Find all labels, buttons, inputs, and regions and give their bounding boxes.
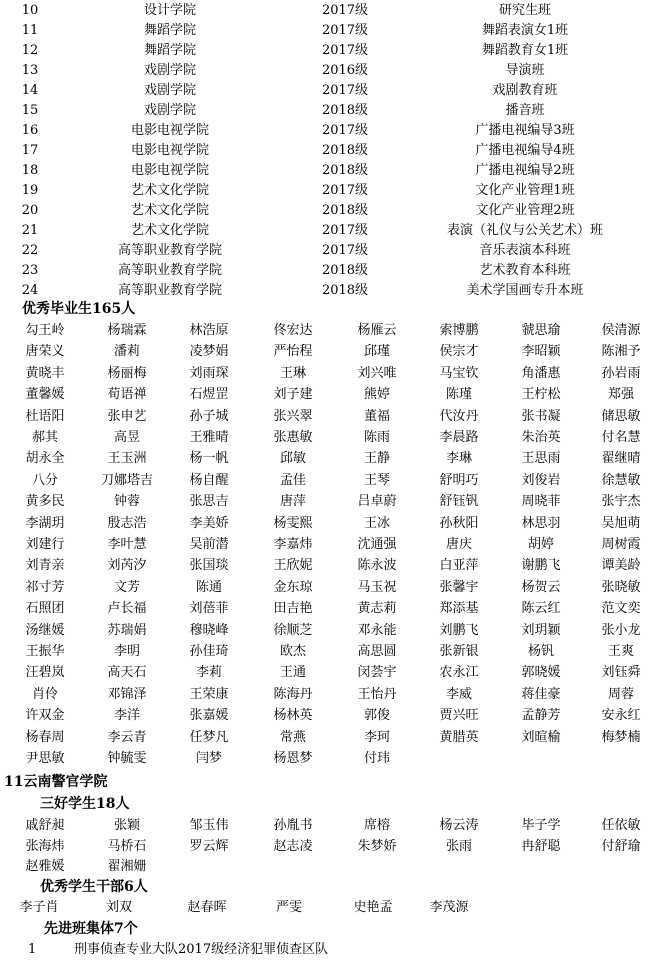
person-name: 王琴 (363, 472, 390, 488)
person-name: 吴前潜 (189, 537, 229, 552)
person-name: 李叶慧 (107, 537, 147, 552)
row-index: 20 (21, 203, 39, 218)
row-index: 11 (21, 23, 39, 38)
person-name: 董福 (363, 408, 390, 424)
person-name: 刘芮汐 (107, 558, 147, 574)
college-name: 电影电视学院 (130, 143, 209, 158)
collective-heading: 先进班集体7个 (44, 921, 138, 937)
row-index: 13 (21, 63, 39, 78)
person-name: 王琳 (279, 365, 306, 381)
person-name: 郭晓媛 (521, 665, 561, 681)
person-name: 苏瑞娟 (107, 622, 147, 638)
table-row (0, 261, 657, 281)
person-name: 杨瑞霖 (107, 323, 147, 338)
row-index: 17 (21, 143, 39, 158)
person-name: 田吉艳 (273, 601, 313, 617)
person-name: 蒋佳豪 (521, 686, 561, 702)
table-row (0, 161, 657, 181)
person-name: 李明 (113, 644, 140, 659)
person-name: 张嘉媛 (189, 708, 229, 724)
person-name: 刘鹏飞 (439, 622, 479, 638)
table-row (0, 201, 657, 221)
person-name: 安永红 (601, 708, 641, 724)
person-name: 高思圆 (357, 644, 397, 659)
person-name: 周蓉 (607, 686, 634, 702)
class-name: 舞蹈教育女1班 (481, 43, 569, 58)
grade-label: 2018级 (321, 263, 369, 278)
grade-label: 2017级 (321, 183, 369, 198)
table-row (0, 41, 657, 61)
class-name: 广播电视编导3班 (475, 123, 575, 138)
class-name: 文化产业管理2班 (475, 203, 575, 218)
person-name: 唐庆 (445, 537, 472, 552)
person-name: 朱梦娇 (357, 838, 397, 854)
person-name: 熊婷 (363, 387, 390, 403)
class-name: 美术学国画专升本班 (466, 283, 584, 298)
person-name: 贾兴旺 (439, 708, 479, 724)
person-name: 马桥石 (107, 838, 147, 854)
person-name: 文芳 (113, 579, 140, 595)
person-name: 刘钰舜 (601, 665, 641, 681)
person-name: 范文奕 (601, 601, 641, 617)
person-name: 钟毓雯 (107, 751, 147, 766)
table-row (0, 221, 657, 241)
person-name: 李茂源 (429, 900, 469, 915)
person-name: 张海炜 (25, 838, 65, 854)
class-name: 导演班 (505, 63, 545, 78)
person-name: 刘双 (105, 900, 132, 915)
person-name: 侯清源 (601, 323, 641, 338)
college-name: 高等职业教育学院 (117, 263, 222, 278)
person-name: 胡婷 (527, 537, 554, 552)
person-name: 周树霞 (601, 537, 641, 552)
class-name: 广播电视编导2班 (475, 163, 575, 178)
person-name: 张馨宇 (439, 579, 479, 595)
collective-name: 刑事侦查专业大队2017级经济犯罪侦查区队 (74, 942, 329, 957)
class-name: 舞蹈表演女1班 (481, 23, 569, 38)
person-name: 黄多民 (25, 494, 65, 510)
person-name: 唐萍 (279, 494, 306, 510)
person-name: 谭美龄 (601, 558, 641, 574)
college-name: 舞蹈学院 (143, 23, 196, 38)
person-name: 付名慧 (601, 430, 641, 445)
person-name: 卢长福 (107, 601, 147, 617)
person-name: 殷志浩 (107, 515, 147, 531)
person-name: 戚舒昶 (25, 818, 65, 833)
person-name: 李云青 (107, 729, 147, 745)
person-name: 农永江 (439, 665, 479, 681)
person-name: 张思吉 (189, 494, 229, 510)
person-name: 王欣妮 (273, 558, 313, 574)
person-name: 孙子城 (189, 408, 229, 424)
person-name: 李莉 (195, 665, 222, 681)
person-name: 吕卓蔚 (357, 494, 397, 510)
grade-label: 2018级 (321, 143, 369, 158)
person-name: 陈永波 (357, 558, 397, 574)
person-name: 杨雁云 (357, 323, 397, 338)
person-name: 王爽 (607, 644, 634, 659)
person-name: 李洋 (113, 708, 140, 724)
row-index: 14 (21, 83, 39, 98)
person-name: 王思雨 (521, 451, 561, 467)
grade-label: 2017级 (321, 43, 369, 58)
person-name: 陈雨 (363, 430, 390, 445)
row-index: 24 (21, 283, 39, 298)
merit-heading: 三好学生18人 (40, 796, 130, 812)
person-name: 潘莉 (113, 344, 140, 360)
class-name: 音乐表演本科班 (479, 243, 571, 258)
college-name: 艺术文化学院 (130, 223, 209, 238)
person-name: 张申艺 (107, 408, 147, 424)
grade-label: 2017级 (321, 123, 369, 138)
person-name: 李湖玥 (25, 515, 65, 531)
person-name: 黄腊英 (439, 729, 479, 745)
person-name: 毕子学 (521, 818, 561, 833)
person-name: 史艳孟 (353, 900, 393, 915)
person-name: 张晓敏 (601, 579, 641, 595)
person-name: 李美娇 (189, 515, 229, 531)
grade-label: 2018级 (321, 103, 369, 118)
college-name: 电影电视学院 (130, 123, 209, 138)
grade-label: 2018级 (321, 283, 369, 298)
person-name: 刘玥颖 (521, 622, 561, 638)
person-name: 邹玉伟 (189, 818, 229, 833)
person-name: 肖伶 (31, 686, 58, 702)
person-name: 八分 (31, 472, 58, 488)
police-section-title: 11云南警官学院 (4, 774, 108, 790)
grade-label: 2017级 (321, 3, 369, 18)
person-name: 谢鹏飞 (521, 558, 561, 574)
row-index: 23 (21, 263, 39, 278)
person-name: 陈云红 (521, 601, 561, 617)
person-name: 角潘惠 (521, 365, 561, 381)
grade-label: 2018级 (321, 203, 369, 218)
person-name: 邱敏 (279, 451, 306, 467)
person-name: 王荣康 (189, 686, 229, 702)
person-name: 马宝钦 (439, 365, 479, 381)
table-row (0, 61, 657, 81)
person-name: 凌梦娟 (189, 344, 229, 360)
person-name: 刘兴唯 (357, 365, 397, 381)
person-name: 徐慧敏 (601, 472, 641, 488)
person-name: 刘暄榆 (521, 729, 561, 745)
class-name: 表演（礼仪与公关艺术）班 (446, 223, 603, 238)
person-name: 李昭颖 (521, 344, 561, 360)
row-index: 21 (21, 223, 39, 238)
person-name: 刘雨琛 (189, 365, 229, 381)
grade-label: 2018级 (321, 163, 369, 178)
person-name: 赵志凌 (273, 838, 313, 854)
person-name: 杨云涛 (439, 818, 479, 833)
person-name: 舒钰钒 (439, 494, 479, 510)
person-name: 刘俊岩 (521, 472, 561, 488)
grade-label: 2017级 (321, 243, 369, 258)
table-row (0, 281, 657, 301)
person-name: 沈通强 (357, 537, 397, 552)
college-name: 高等职业教育学院 (117, 283, 222, 298)
person-name: 王静 (363, 451, 390, 467)
table-row (0, 121, 657, 141)
college-name: 艺术文化学院 (130, 203, 209, 218)
person-name: 邓永能 (357, 622, 397, 638)
person-name: 张颖 (113, 818, 140, 833)
person-name: 王通 (279, 665, 306, 681)
person-name: 高天石 (107, 665, 147, 681)
person-name: 杨钒 (527, 644, 554, 659)
table-row (0, 241, 657, 261)
person-name: 李嘉炜 (273, 537, 313, 552)
grade-label: 2016级 (321, 63, 369, 78)
person-name: 高昱 (113, 430, 140, 445)
person-name: 黄晓丰 (25, 365, 65, 381)
person-name: 尹思敏 (25, 751, 65, 766)
person-name: 唐荣义 (25, 344, 65, 360)
grade-label: 2017级 (321, 83, 369, 98)
person-name: 翟继晴 (601, 451, 641, 467)
person-name: 杨自醒 (189, 472, 229, 488)
person-name: 闵荟宇 (357, 665, 397, 681)
person-name: 孙岩雨 (601, 365, 641, 381)
person-name: 翟湘姗 (107, 859, 147, 874)
person-name: 林浩原 (189, 323, 229, 338)
person-name: 杨春周 (25, 729, 65, 745)
person-name: 孙佳琦 (189, 644, 229, 659)
table-row (0, 141, 657, 161)
person-name: 钟蓉 (113, 494, 140, 510)
person-name: 李珂 (363, 729, 390, 745)
person-name: 赵雅媛 (25, 859, 65, 874)
row-index: 18 (21, 163, 39, 178)
person-name: 汪碧岚 (25, 665, 65, 681)
graduates-heading: 优秀毕业生165人 (22, 301, 136, 317)
person-name: 刘蓓菲 (189, 601, 229, 617)
person-name: 陈湘予 (601, 344, 641, 360)
person-name: 张小龙 (601, 622, 641, 638)
person-name: 邓锦泽 (107, 686, 147, 702)
person-name: 刘建行 (25, 537, 65, 552)
person-name: 闫梦 (195, 751, 222, 766)
table-row (0, 81, 657, 101)
person-name: 孙胤书 (273, 818, 313, 833)
person-name: 黄志莉 (357, 601, 397, 617)
row-index: 15 (21, 103, 39, 118)
person-name: 李琳 (445, 451, 472, 467)
person-name: 佟宏达 (273, 323, 313, 338)
person-name: 刘青亲 (25, 558, 65, 574)
person-name: 刘子建 (273, 387, 313, 403)
row-index: 19 (21, 183, 39, 198)
person-name: 孟佳 (279, 472, 306, 488)
person-name: 张新银 (439, 644, 479, 659)
person-name: 严怡程 (273, 344, 313, 360)
person-name: 朱治英 (521, 430, 561, 445)
person-name: 王玉洲 (107, 451, 147, 467)
college-name: 舞蹈学院 (143, 43, 196, 58)
person-name: 刀娜塔吉 (100, 472, 153, 488)
college-name: 艺术文化学院 (130, 183, 209, 198)
person-name: 郑强 (607, 387, 634, 403)
person-name: 任梦凡 (189, 729, 229, 745)
grade-label: 2017级 (321, 223, 369, 238)
person-name: 孟静芳 (521, 708, 561, 724)
person-name: 王怡丹 (357, 686, 397, 702)
person-name: 冉舒聪 (521, 838, 561, 854)
person-name: 陈通 (195, 579, 222, 595)
row-index: 16 (21, 123, 39, 138)
college-name: 戏剧学院 (143, 83, 196, 98)
person-name: 杨林英 (273, 708, 313, 724)
person-name: 欧杰 (279, 644, 306, 659)
person-name: 王冰 (363, 515, 390, 531)
person-name: 李威 (445, 686, 472, 702)
college-name: 设计学院 (143, 3, 196, 18)
person-name: 席榕 (363, 818, 390, 833)
row-index: 12 (21, 43, 39, 58)
person-name: 杨一帆 (189, 451, 229, 467)
class-name: 研究生班 (498, 3, 551, 18)
person-name: 石煜罡 (189, 387, 229, 403)
college-name: 高等职业教育学院 (117, 243, 222, 258)
person-name: 陈海丹 (273, 686, 313, 702)
table-row (0, 1, 657, 21)
collective-index: 1 (28, 942, 37, 957)
person-name: 金东琼 (273, 579, 313, 595)
person-name: 王振华 (25, 644, 65, 659)
person-name: 汤继媛 (25, 622, 65, 638)
table-row (0, 181, 657, 201)
person-name: 石照团 (25, 601, 65, 617)
person-name: 勾王岭 (25, 323, 65, 338)
person-name: 马玉祝 (357, 579, 397, 595)
person-name: 张雨 (445, 838, 472, 854)
person-name: 任依敏 (601, 818, 641, 833)
person-name: 储思敏 (601, 408, 641, 424)
person-name: 孙秋阳 (439, 515, 479, 531)
person-name: 虢思瑜 (521, 323, 561, 338)
person-name: 祁寸芳 (25, 579, 65, 595)
grade-label: 2017级 (321, 23, 369, 38)
person-name: 杨贺云 (521, 579, 561, 595)
college-name: 电影电视学院 (130, 163, 209, 178)
person-name: 张惠敏 (273, 430, 313, 445)
person-name: 王雅晴 (189, 430, 229, 445)
person-name: 杨丽梅 (107, 365, 147, 381)
person-name: 周晓菲 (521, 494, 561, 510)
person-name: 李子肖 (19, 900, 59, 915)
person-name: 张兴翠 (273, 408, 313, 424)
class-name: 文化产业管理1班 (475, 183, 575, 198)
person-name: 陈瑾 (445, 387, 472, 403)
person-name: 张国琰 (189, 558, 229, 574)
person-name: 舒明巧 (439, 472, 479, 488)
person-name: 张书凝 (521, 408, 561, 424)
table-row (0, 101, 657, 121)
person-name: 张宇杰 (601, 494, 641, 510)
person-name: 郭俊 (363, 708, 390, 724)
person-name: 杨雯熙 (273, 515, 313, 531)
person-name: 郝其 (31, 430, 58, 445)
college-name: 戏剧学院 (143, 103, 196, 118)
person-name: 付舒瑜 (601, 838, 641, 854)
person-name: 荀语禅 (107, 387, 147, 403)
person-name: 徐顺芝 (273, 622, 313, 638)
college-name: 戏剧学院 (143, 63, 196, 78)
person-name: 常燕 (279, 729, 306, 745)
cadres-heading: 优秀学生干部6人 (40, 879, 148, 895)
row-index: 22 (21, 243, 39, 258)
person-name: 董馨媛 (25, 387, 65, 403)
person-name: 邱瑾 (363, 344, 390, 360)
person-name: 付玮 (363, 751, 390, 766)
person-name: 杨恩梦 (273, 751, 313, 766)
person-name: 代汝丹 (439, 408, 479, 424)
person-name: 白亚萍 (439, 558, 479, 574)
class-name: 艺术教育本科班 (479, 263, 571, 278)
person-name: 林思羽 (521, 515, 561, 531)
class-name: 播音班 (505, 103, 545, 118)
person-name: 吴旭萌 (601, 515, 641, 531)
person-name: 侯宗才 (439, 344, 479, 360)
person-name: 许双金 (25, 708, 65, 724)
person-name: 索博鹏 (439, 323, 479, 338)
person-name: 穆晓峰 (189, 622, 229, 638)
table-row (0, 21, 657, 41)
class-name: 广播电视编导4班 (475, 143, 575, 158)
person-name: 郑添基 (439, 601, 479, 617)
person-name: 李晨路 (439, 430, 479, 445)
person-name: 严雯 (275, 900, 302, 915)
person-name: 王柠松 (521, 387, 561, 403)
row-index: 10 (21, 3, 39, 18)
person-name: 梅梦楠 (601, 729, 641, 745)
class-name: 戏剧教育班 (492, 83, 558, 98)
person-name: 罗云辉 (189, 838, 229, 854)
person-name: 赵春晖 (187, 900, 227, 915)
person-name: 胡永全 (25, 451, 65, 467)
person-name: 杜语阳 (25, 408, 65, 424)
